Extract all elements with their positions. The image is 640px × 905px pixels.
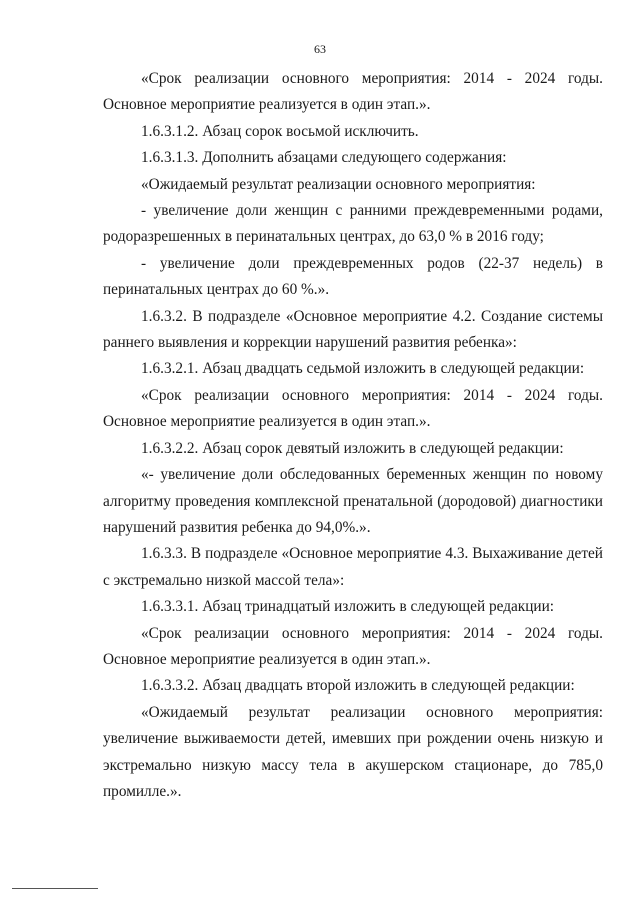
paragraph-12: 1.6.3.3. В подразделе «Основное мероприятие 4.3. Выхаживание детей с экстремально низкой массой тела»: — [103, 545, 603, 589]
footer-rule — [12, 888, 98, 889]
paragraph-1: «Срок реализации основного мероприятия: 2014 - 2024 годы. Основное мероприятие реализуется в один этап.». — [103, 70, 603, 114]
paragraph-15: 1.6.3.3.2. Абзац двадцать второй изложить в следующей редакции: — [141, 677, 575, 695]
paragraph-3: 1.6.3.1.3. Дополнить абзацами следующего содержания: — [141, 149, 507, 167]
paragraph-9: «Срок реализации основного мероприятия: 2014 - 2024 годы. Основное мероприятие реализуется в один этап.». — [103, 386, 603, 431]
paragraph-5: - увеличение доли женщин с ранними преждевременными родами, родоразрешенных в перинатальных центрах, до 63,0 % в 2016 году; — [103, 202, 603, 246]
paragraph-13: 1.6.3.3.1. Абзац тринадцатый изложить в следующей редакции: — [141, 598, 555, 616]
paragraph-8: 1.6.3.2.1. Абзац двадцать седьмой изложить в следующей редакции: — [141, 360, 585, 378]
paragraph-4: «Ожидаемый результат реализации основного мероприятия: — [141, 175, 536, 193]
paragraph-11: «- увеличение доли обследованных беременных женщин по новому алгоритму проведения комплексной пренатальной (дородовой) диагностики нарушений развития ребенка до 94,0%.». — [103, 466, 603, 536]
page-number: 63 — [314, 42, 326, 56]
paragraph-14: «Срок реализации основного мероприятия: 2014 - 2024 годы. Основное мероприятие реализуется в один этап.». — [103, 624, 603, 668]
paragraph-7: 1.6.3.2. В подразделе «Основное мероприятие 4.2. Создание системы раннего выявления и коррекции нарушений развития ребенка»: — [103, 307, 603, 352]
paragraph-2: 1.6.3.1.2. Абзац сорок восьмой исключить. — [141, 122, 419, 140]
paragraph-16: «Ожидаемый результат реализации основного мероприятия: увеличение выживаемости детей, имевших при рождении очень низкую и экстремально низкую массу тела в акушерском стационаре, до 785,0 промилле.». — [103, 703, 603, 800]
document-body — [103, 66, 603, 805]
paragraph-6: - увеличение доли преждевременных родов (22-37 недель) в перинатальных центрах до 60 %.». — [103, 254, 603, 299]
paragraph-10: 1.6.3.2.2. Абзац сорок девятый изложить в следующей редакции: — [141, 439, 564, 457]
